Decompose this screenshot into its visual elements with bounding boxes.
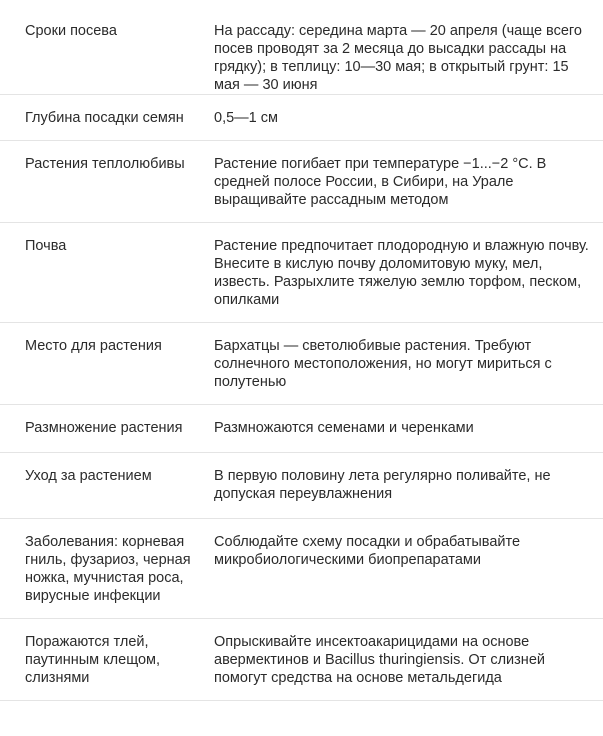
- row-value: Бархатцы — светолюбивые растения. Требуют солнечного местоположения, но могут мириться с полутенью: [214, 323, 603, 405]
- table-row: [0, 141, 603, 223]
- table-row: [0, 519, 603, 619]
- row-label: Растения теплолюбивы: [0, 141, 214, 223]
- row-value: Опрыскивайте инсектоакарицидами на основе авермектинов и Bacillus thuringiensis. От слизней помогут средства на основе метальдегида: [214, 619, 603, 701]
- table-row: [0, 323, 603, 405]
- row-label: Заболевания: корневая гниль, фузариоз, черная ножка, мучнистая роса, вирусные инфекции: [0, 519, 214, 619]
- row-label: Почва: [0, 223, 214, 323]
- table-row: [0, 453, 603, 519]
- row-value: На рассаду: середина марта — 20 апреля (чаще всего посев проводят за 2 месяца до высадки рассады на грядку); в теплицу: 10—30 мая; в открытый грунт: 15 мая — 30 июня: [214, 0, 603, 95]
- table-row: [0, 95, 603, 141]
- row-label: Сроки посева: [0, 0, 214, 95]
- row-label: Глубина посадки семян: [0, 95, 214, 141]
- row-label: Поражаются тлей, паутинным клещом, слизнями: [0, 619, 214, 701]
- row-value: Соблюдайте схему посадки и обрабатывайте микробиологическими биопрепаратами: [214, 519, 603, 619]
- row-value: Растение предпочитает плодородную и влажную почву. Внесите в кислую почву доломитовую муку, мел, известь. Разрыхлите тяжелую землю торфом, песком, опилками: [214, 223, 603, 323]
- row-label: Место для растения: [0, 323, 214, 405]
- row-label: Размножение растения: [0, 405, 214, 453]
- row-value: 0,5—1 см: [214, 95, 603, 141]
- table-row: [0, 0, 603, 95]
- table-row: [0, 223, 603, 323]
- table-row: [0, 405, 603, 453]
- row-value: В первую половину лета регулярно поливайте, не допуская переувлажнения: [214, 453, 603, 519]
- row-value: Растение погибает при температуре −1...−2 °С. В средней полосе России, в Сибири, на Урале выращивайте рассадным методом: [214, 141, 603, 223]
- table-row: [0, 619, 603, 701]
- row-value: Размножаются семенами и черенками: [214, 405, 603, 453]
- row-label: Уход за растением: [0, 453, 214, 519]
